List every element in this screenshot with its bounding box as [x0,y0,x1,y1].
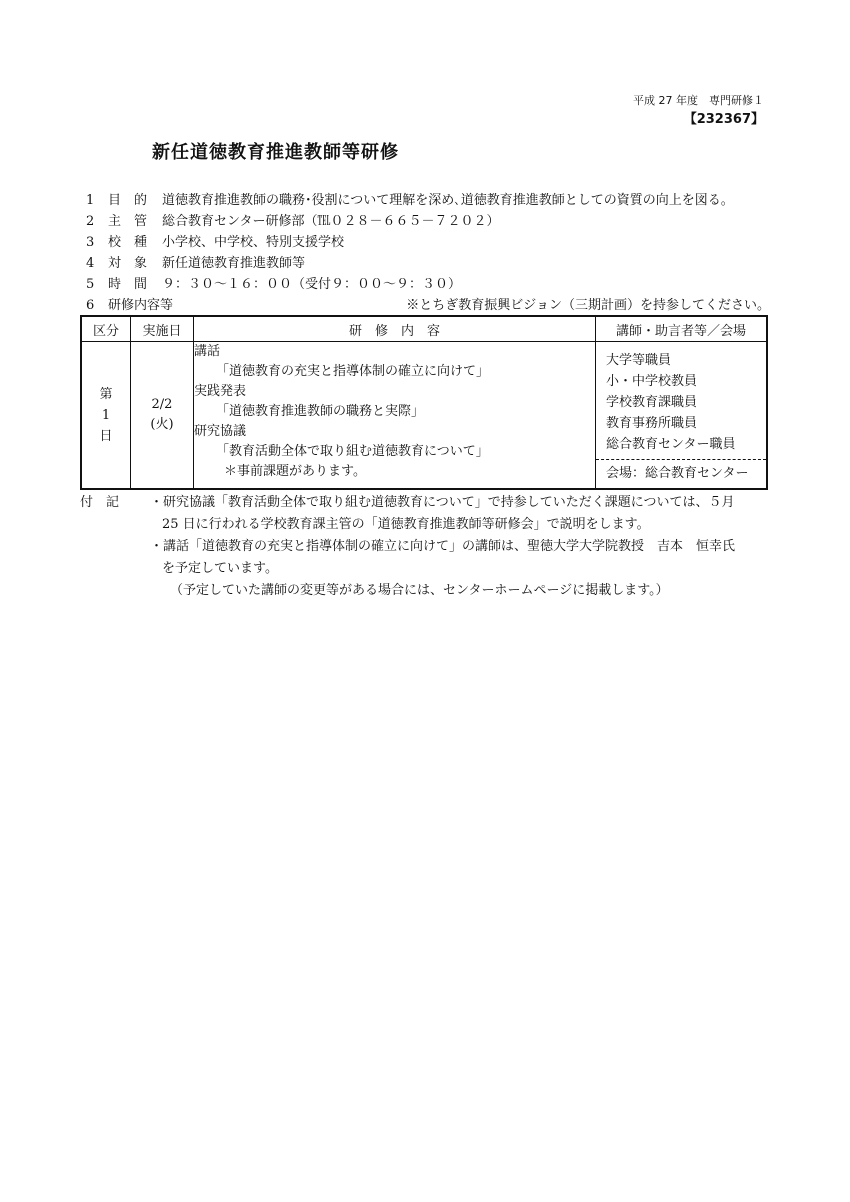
schedule-table [80,315,768,490]
info-item-content [86,295,770,316]
content-line: 研究協議 [194,424,247,439]
item-content-label [86,295,173,316]
vision-note: ※とちぎ教育振興ビジョン（三期計画）を持参してください。 [406,298,770,313]
note-line: ・講話「道徳教育の充実と指導体制の確立に向けて」の講師は、聖徳大学大学院教授 吉本 恒幸氏 [150,539,736,554]
venue: 会場：総合教育センター [596,459,766,488]
item-label: 時 間 [108,277,148,292]
lecturer-list [596,342,766,459]
note-line: ・研究協議「教育活動全体で取り組む道徳教育について」で持参していただく課題については、５月 [150,495,735,510]
lecturer-item: 教育事務所職員 [606,416,698,431]
info-item-time [86,274,770,295]
info-item-target [86,253,770,274]
info-item-purpose [86,190,770,211]
item-value: 小学校、中学校、特別支援学校 [162,235,345,250]
lecturer-item: 大学等職員 [606,353,672,368]
item-label: 校 種 [108,235,148,250]
weekday-value: (火) [150,417,174,432]
content-line: 実践発表 [194,384,247,399]
lecturer-item: 学校教育課職員 [606,395,698,410]
page-title: 新任道徳教育推進教師等研修 [152,142,399,163]
col-header-kubun: 区分 [81,316,131,342]
item-value: 総合教育センター研修部（℡０２８－６６５－７２０２） [162,214,500,229]
content-cell [194,342,596,490]
date-cell [131,342,194,490]
content-line: 講話 [194,344,221,359]
header-course-code: 【232367】 [683,112,764,127]
item-label: 目 的 [108,193,148,208]
content-line: 「教育活動全体で取り組む道徳教育について」 [216,444,489,459]
table-row [81,342,767,490]
item-number: 6 [86,298,95,313]
item-label: 主 管 [108,214,148,229]
content-line: 「道徳教育の充実と指導体制の確立に向けて」 [216,364,490,379]
item-label: 対 象 [108,256,148,271]
day-char: 第 [99,386,113,402]
item-number: 4 [86,256,95,271]
note-line: 25 日に行われる学校教育課主管の「道徳教育推進教師等研修会」で説明をします。 [162,517,650,532]
notes-section [80,492,770,602]
course-info-list [86,190,770,316]
lecturer-item: 小・中学校教員 [606,374,698,389]
col-header-lecturer: 講師・助言者等／会場 [596,316,768,342]
day-char: 日 [99,428,113,444]
item-number: 1 [86,193,95,208]
item-label: 研修内容等 [108,298,174,313]
item-value: ９：３０～１６：００（受付９：００～９：３０） [162,277,462,292]
header-year-course: 平成 27 年度 専門研修１ [633,94,764,107]
note-line: （予定していた講師の変更等がある場合には、センターホームページに掲載します。） [170,583,669,598]
item-value: 道徳教育推進教師の職務･役割について理解を深め､道徳教育推進教師としての資質の向上を図る｡ [162,193,728,208]
table-header-row [81,316,767,342]
info-item-organizer [86,211,770,232]
date-value: 2/2 [151,397,173,412]
day-char: 1 [101,407,111,423]
item-number: 2 [86,214,95,229]
item-value: 新任道徳教育推進教師等 [162,256,306,271]
note-line: を予定しています。 [162,561,278,576]
col-header-date: 実施日 [131,316,194,342]
content-line: ＊事前課題があります。 [224,464,366,479]
notes-row [80,492,770,602]
col-header-content: 研 修 内 容 [194,316,596,342]
notes-body [150,492,770,602]
lecturer-cell [596,342,768,490]
notes-label: 付 記 [80,495,120,510]
lecturer-item: 総合教育センター職員 [606,437,736,452]
item-number: 3 [86,235,95,250]
content-line: 「道徳教育推進教師の職務と実際」 [216,404,425,419]
info-item-school-type [86,232,770,253]
item-number: 5 [86,277,95,292]
day-cell [81,342,131,490]
